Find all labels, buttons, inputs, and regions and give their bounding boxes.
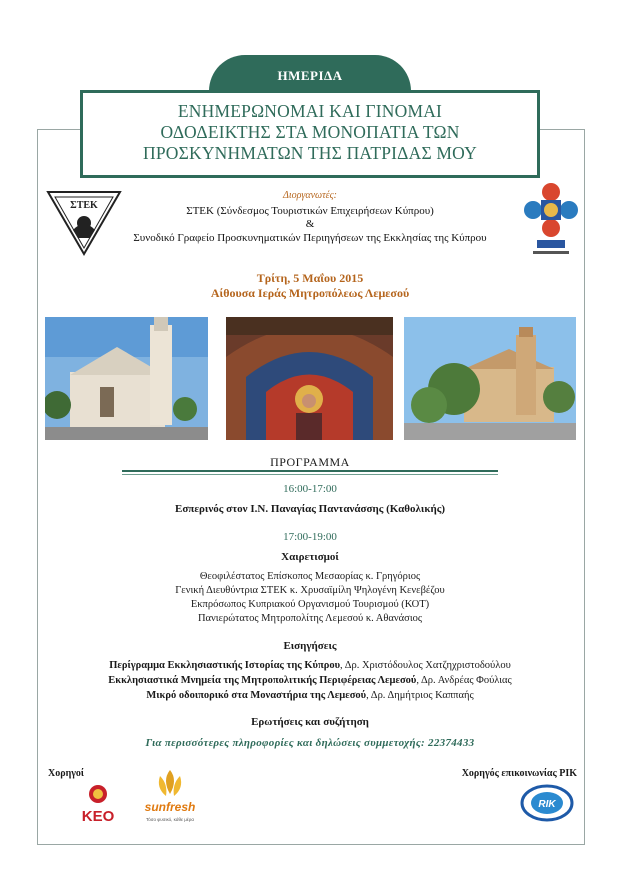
rik-logo-text: RIK <box>538 799 556 810</box>
title-line-3: ΠΡΟΣΚΥΝΗΜΑΤΩΝ ΤΗΣ ΠΑΤΡΙΔΑΣ ΜΟΥ <box>142 143 477 163</box>
keo-logo-text: KEO <box>81 808 115 825</box>
event-date: Τρίτη, 5 Μαΐου 2015 <box>256 271 364 285</box>
title-box <box>80 90 540 178</box>
sunfresh-logo <box>140 764 200 826</box>
slot1-time: 16:00-17:00 <box>283 483 337 495</box>
slot2-time: 17:00-19:00 <box>283 531 337 543</box>
talk-3 <box>0 690 620 701</box>
church-photo-1 <box>45 317 208 440</box>
title-line-2: ΟΔΟΔΕΙΚΤΗΣ ΣΤΑ ΜΟΝΟΠΑΤΙΑ ΤΩΝ <box>160 122 460 142</box>
greeting-1: Θεοφιλέστατος Επίσκοπος Μεσαορίας κ. Γρηγόριος <box>199 571 421 582</box>
talk-3-speaker: , Δρ. Δημήτριος Καππαής <box>366 690 474 701</box>
programme-divider <box>122 470 498 472</box>
greeting-2: Γενική Διευθύντρια ΣΤΕΚ κ. Χρυσαϊμίλη Ψηλογένη Κενεβέζου <box>175 585 445 596</box>
talks-heading: Εισηγήσεις <box>283 640 337 652</box>
greeting-4: Πανιερώτατος Μητροπολίτης Λεμεσού κ. Αθανάσιος <box>197 613 423 624</box>
contact-info: Για περισσότερες πληροφορίες και δηλώσεις συμμετοχής: 22374433 <box>145 737 475 749</box>
icon-fresco-photo <box>226 317 393 440</box>
stek-logo-text: ΣΤΕΚ <box>70 200 98 211</box>
qa-heading: Ερωτήσεις και συζήτηση <box>251 716 369 728</box>
programme-divider-thin <box>122 474 498 475</box>
organizers-label: Διοργανωτές: <box>282 190 338 201</box>
media-sponsor-label: Χορηγός επικοινωνίας ΡΙΚ <box>461 768 577 779</box>
event-type-tab <box>209 55 411 91</box>
greetings-heading: Χαιρετισμοί <box>281 551 339 563</box>
programme-title: ΠΡΟΓΡΑΜΜΑ <box>270 455 350 469</box>
talk-3-title: Μικρό οδοιπορικό στα Μοναστήρια της Λεμεσού <box>146 690 367 701</box>
title-line-1: ΕΝΗΜΕΡΩΝΟΜΑΙ ΚΑΙ ΓΙΝΟΜΑΙ <box>177 101 443 121</box>
event-type-label: ΗΜΕΡΙΔΑ <box>277 68 343 83</box>
rik-logo <box>520 783 574 823</box>
church-photo-2 <box>404 317 576 440</box>
slot1-event: Εσπερινός στον Ι.Ν. Παναγίας Παντανάσσης (Καθολικής) <box>174 503 445 515</box>
talk-1-title: Περίγραμμα Εκκλησιαστικής Ιστορίας της Κύπρου <box>109 660 341 671</box>
talk-1-speaker: , Δρ. Χριστόδουλος Χατζηχριστοδούλου <box>340 660 511 671</box>
sunfresh-logo-text: sunfresh <box>144 800 196 814</box>
greeting-3: Εκπρόσωπος Κυπριακού Οργανισμού Τουρισμού (ΚΟΤ) <box>190 599 430 610</box>
talk-2 <box>0 675 620 686</box>
sponsors-label: Χορηγοί <box>48 768 85 779</box>
keo-logo <box>70 783 126 827</box>
talk-2-title: Εκκλησιαστικά Μνημεία της Μητροπολιτικής Περιφέρειας Λεμεσού <box>108 675 417 686</box>
event-venue: Αίθουσα Ιεράς Μητροπόλεως Λεμεσού <box>210 286 410 300</box>
talk-2-speaker: , Δρ. Ανδρέας Φούλιας <box>416 675 512 686</box>
organizer-stek: ΣΤΕΚ (Σύνδεσμος Τουριστικών Επιχειρήσεων Κύπρου) <box>186 205 434 217</box>
sunfresh-tagline: Τόσο φυσικό, κάθε μέρα <box>146 817 194 822</box>
organizer-synodic-office: Συνοδικό Γραφείο Προσκυνηματικών Περιηγήσεων της Εκκλησίας της Κύπρου <box>133 232 487 244</box>
organizer-ampersand: & <box>305 218 315 230</box>
talk-1 <box>0 660 620 671</box>
